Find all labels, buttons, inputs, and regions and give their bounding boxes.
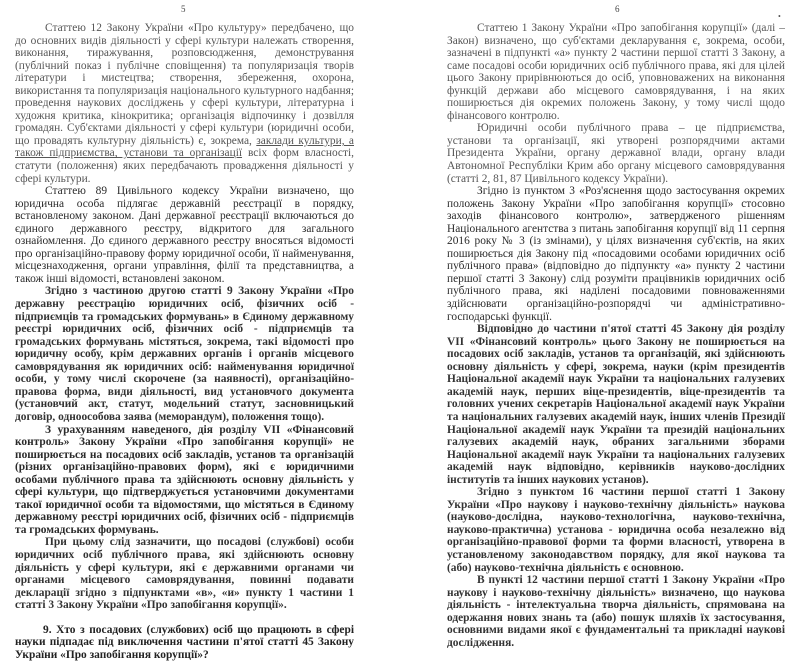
corner-mark: • (778, 12, 781, 21)
question-heading: 9. Хто з посадових (службових) осіб що працюють в сфері науки підпадає під виключення частини п'ятої статті 45 Закону України «Про запобігання корупції»? (15, 623, 354, 661)
paragraph-declaration-subjects: Статтею 1 Закону України «Про запобігання корупції» (далі – Закон) визначено, що суб'єктами декларування є, зокрема, особи, зазначені в підпункті «а» пункту 2 частини першої статті 3 Закону, а саме посадові особи юридичних осіб публічного права, які для цілей цього Закону прирівнюються до осіб, уповноважених на виконання функцій держави або місцевого самоврядування, і на яких поширюється дія окремих положень Закону, у тому числі щодо фінансового контролю. (447, 22, 785, 122)
paragraph-civil-code: Статтею 89 Цивільного кодексу України визначено, що юридична особа підлягає державній реєстрації в порядку, встановленому законом. Дані державної реєстрації включаються до єдиного державного реєстру, відкритого для загального ознайомлення. До єдиного державного реєстру вносяться відомості про організаційно-правову форму юридичної особи, її найменування, місцезнаходження, органи управління, філії та представництва, а також інші відомості, встановлені законом. (15, 185, 354, 285)
paragraph-text: всіх форм власності, статути (положення) яких передбачають провадження діяльності у сфері культури. (15, 147, 354, 185)
paragraph-clarification: Згідно із пунктом 3 «Роз'яснення щодо застосування окремих положень Закону України «Про запобігання корупції» стосовно заходів фінансового контролю», затвердженого рішенням Національного агентства з питань запобігання корупції від 11 серпня 2016 року № 3 (із змінами), у цілях визначення суб'єктів, на яких поширюється дія Закону під «посадовими особами юридичних осіб публічного права» (відповідно до підпункту «а» пункту 2 частини першої статті 3 Закону) слід розуміти працівників юридичних осіб публічного права, які наділені посадовими повноваженнями здійснювати організаційно-розпорядчі чи адміністративно-господарські функції. (447, 185, 785, 323)
paragraph-text: Статтею 12 Закону України «Про культуру» передбачено, що до основних видів діяльності у сфері культури належать створення, виконання, тиражування, розповсюдження, демонстрування (публічний показ і публічне сповіщення) та популяризація творів літератури і мистецтва; створення, збереження, охорона, використання та популяризація національного культурного надбання; проведення наукових досліджень у сфері культури, літературна і художня критика, кінокритика; організація відпочинку і дозвілля громадян. Суб'єктами діяльності у сфері культури (юридичні особи, що провадять культурну діяльність) є, зокрема, (15, 22, 354, 147)
page-number: 5 (181, 4, 186, 14)
paragraph-note: При цьому слід зазначити, що посадові (службові) особи юридичних осіб публічного права, які здійснюють основну діяльність у сфері культури, які є державними органами чи органами місцевого самоврядування, повинні подавати декларації згідно з підпунктами «в», «и» пункту 1 частини 1 статті 3 Закону України «Про запобігання корупції». (15, 536, 354, 612)
right-page (400, 0, 800, 649)
page-body (15, 22, 354, 661)
underlined-text: заклади культури, а також підприємства, установи та організації (15, 134, 354, 160)
paragraph-science-activity: В пункті 12 частини першої статті 1 Закону України «Про наукову і науково-технічну діяльність» визначено, що наукова діяльність - інтелектуальна творча діяльність, спрямована на одержання нових знань та (або) пошук шляхів їх застосування, основними видами якої є фундаментальні та прикладні наукові дослідження. (447, 574, 785, 649)
paragraph-registry: Згідно з частиною другою статті 9 Закону України «Про державну реєстрацію юридичних осіб, фізичних осіб - підприємців та громадських формувань» в Єдиному державному реєстрі юридичних осіб, фізичних осіб - підприємців та громадських формувань містяться, зокрема, такі відомості про юридичну особу, крім державних органів і органів місцевого самоврядування як юридичних осіб: найменування юридичної особи, у тому числі скорочене (за наявності), організаційно-правова форма, види діяльності, вид установчого документа (установчий акт, статут, модельний статут, засновницький договір, одноособова заява (меморандум), положення тощо). (15, 285, 354, 423)
paragraph-public-law-entities: Юридичні особи публічного права – це підприємства, установи та організації, які утворені розпорядчими актами Президента України, органу державної влади, органу влади Автономної Республіки Крим або органу місцевого самоврядування (статті 2, 81, 87 Цивільного кодексу України). (447, 122, 785, 185)
page-body (447, 22, 785, 649)
paragraph-conclusion: З урахуванням наведеного, дія розділу VII «Фінансовий контроль» Закону України «Про запобігання корупції» не поширюється на посадових осіб закладів, установ та організацій (різних організаційно-правових форм), які є юридичними особами публічного права та здійснюють основну діяльність у сфері культури, що підтверджується установчими документами такої юридичної особи та відомостями, що містяться в Єдиному державному реєстрі юридичних осіб, фізичних осіб - підприємців та громадських формувань. (15, 423, 354, 536)
paragraph-culture-law (15, 22, 354, 185)
paragraph-science-institution: Згідно з пунктом 16 частини першої статті 1 Закону України «Про наукову і науково-технічну діяльність» наукова (науково-дослідна, науково-технологічна, науково-технічна, науково-практична) установа - юридична особа незалежно від організаційно-правової форми та форми власності, утворена в установленому законодавством порядку, для якої наукова та (або) науково-технічна діяльність є основною. (447, 486, 785, 574)
paragraph-article-45: Відповідно до частини п'ятої статті 45 Закону дія розділу VII «Фінансовий контроль» цього Закону не поширюється на посадових осіб закладів, установ та організацій, які здійснюють основну діяльність у сфері, зокрема, науки (крім президентів Національної академії наук України та національних галузевих академій наук, перших віце-президентів, віце-президентів та головних учених секретарів Національної академії наук України та національних галузевих академій наук, інших членів Президії Національної академії наук України та президій національних галузевих академій наук, обраних загальними зборами Національної академії наук України та національних галузевих академій наук відповідно, керівників науково-дослідних інститутів та інших наукових установ). (447, 323, 785, 486)
page-number: 6 (615, 4, 620, 14)
